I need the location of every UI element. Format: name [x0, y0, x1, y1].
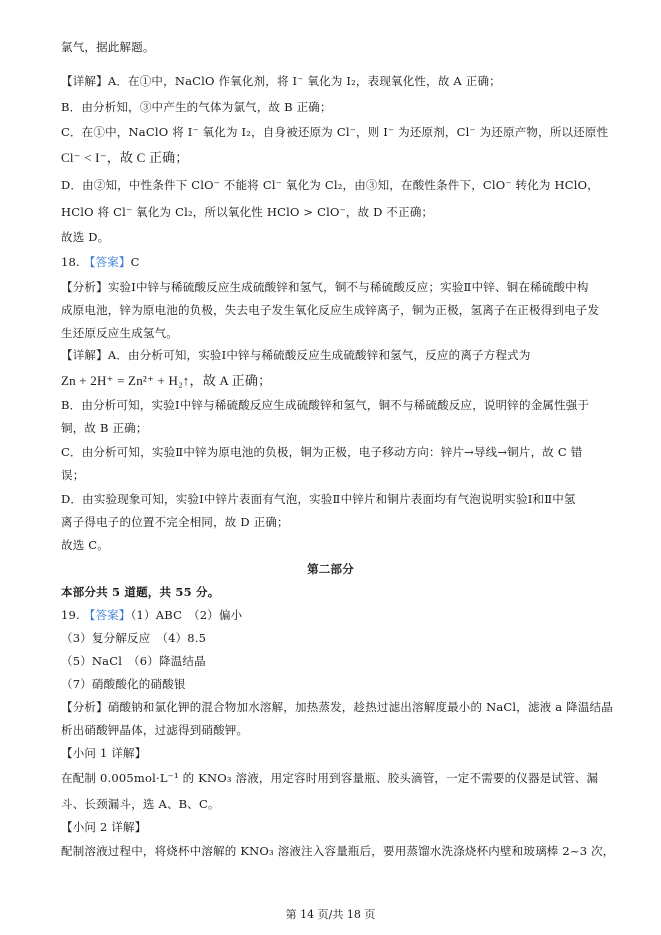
answer-line: （7）硝酸酸化的硝酸银 — [61, 677, 186, 691]
text-line: 氯气，据此解题。 — [61, 40, 155, 54]
text-line: C．在①中，NaClO 将 I⁻ 氧化为 I₂，自身被还原为 Cl⁻，则 I⁻ 为还原剂，Cl⁻ 为还原产物，所以还原性 — [61, 125, 609, 139]
text-span: 实验Ⅰ中锌与稀硫酸反应生成硫酸锌和氢气，铜不与稀硫酸反应；实验Ⅱ中锌、铜在稀硫酸中构 — [107, 280, 589, 294]
page-footer: 第 14 页/共 18 页 — [285, 908, 376, 921]
text-line: 斗、长颈漏斗，选 A、B、C。 — [61, 797, 220, 811]
question-number: 18. — [61, 255, 80, 269]
text-line: 配制溶液过程中，将烧杯中溶解的 KNO₃ 溶液注入容量瓶后，要用蒸馏水洗涤烧杯内壁和玻璃棒 2~3 次， — [61, 844, 615, 858]
section-description: 本部分共 5 道题，共 55 分。 — [61, 585, 220, 599]
answer-line: （5）NaCl （6）降温结晶 — [61, 654, 206, 668]
text-line: 故选 C。 — [61, 538, 109, 552]
text-line: 误； — [61, 468, 85, 482]
text-line: 析出硝酸钾晶体，过滤得到硝酸钾。 — [61, 723, 249, 737]
question-19-answer-line — [61, 608, 621, 623]
detail-tag: 【详解】 — [61, 348, 108, 362]
equation-line: Zn + 2H⁺ = Zn²⁺ + H₂↑，故 A 正确； — [61, 373, 272, 388]
answer-line: （3）复分解反应 （4）8.5 — [61, 631, 207, 645]
question-18-answer-line — [61, 255, 621, 270]
text-line — [61, 348, 621, 363]
answer-value: C — [130, 255, 140, 269]
answer-tag: 【答案】 — [83, 255, 131, 269]
text-line: B．由分析可知，实验Ⅰ中锌与稀硫酸反应生成硫酸锌和氢气，铜不与稀硫酸反应，说明锌的金属性强于 — [61, 398, 590, 412]
analysis-tag: 【分析】 — [61, 280, 108, 294]
text-span: A．由分析可知，实验Ⅰ中锌与稀硫酸反应生成硫酸锌和氢气，反应的离子方程式为 — [107, 348, 531, 362]
analysis-tag: 【分析】 — [61, 700, 108, 714]
subquestion-title: 【小问 2 详解】 — [61, 820, 147, 834]
text-line: 生还原反应生成氢气。 — [61, 326, 178, 340]
section-title: 第二部分 — [307, 562, 354, 576]
text-line — [61, 700, 621, 715]
answer-tag: 【答案】 — [83, 608, 131, 622]
text-span: 硝酸钠和氯化钾的混合物加水溶解，加热蒸发，趁热过滤出溶解度最小的 NaCl，滤液 a 降温结晶 — [107, 700, 613, 714]
text-line: Cl⁻ < I⁻，故 C 正确； — [61, 150, 189, 165]
text-line: D．由实验现象可知，实验Ⅰ中锌片表面有气泡，实验Ⅱ中锌片和铜片表面均有气泡说明实验Ⅰ和Ⅱ中氢 — [61, 492, 576, 506]
detail-tag: 【详解】 — [61, 74, 108, 88]
subquestion-title: 【小问 1 详解】 — [61, 746, 147, 760]
text-line: 成原电池，锌为原电池的负极，失去电子发生氧化反应生成锌离子，铜为正极，氢离子在正极得到电子发 — [61, 303, 600, 317]
text-span: A．在①中，NaClO 作氧化剂，将 I⁻ 氧化为 I₂，表现氧化性，故 A 正确； — [107, 74, 501, 88]
text-line — [61, 280, 621, 295]
text-line: C．由分析可知，实验Ⅱ中锌为原电池的负极，铜为正极，电子移动方向：锌片→导线→铜片，故 C 错 — [61, 445, 583, 459]
text-line: HClO 将 Cl⁻ 氧化为 Cl₂，所以氧化性 HClO > ClO⁻，故 D 不正确； — [61, 205, 434, 219]
text-line: B．由分析知，③中产生的气体为氯气，故 B 正确； — [61, 100, 332, 114]
answer-value: （1）ABC （2）偏小 — [130, 608, 243, 622]
text-line: 铜，故 B 正确； — [61, 421, 148, 435]
question-number: 19. — [61, 608, 80, 622]
text-line: 故选 D。 — [61, 230, 110, 244]
text-line: 离子得电子的位置不完全相同，故 D 正确； — [61, 515, 289, 529]
text-line: D．由②知，中性条件下 ClO⁻ 不能将 Cl⁻ 氧化为 Cl₂，由③知，在酸性条件下，ClO⁻ 转化为 HClO， — [61, 178, 599, 192]
text-line — [61, 74, 621, 89]
text-line: 在配制 0.005mol·L⁻¹ 的 KNO₃ 溶液，用定容时用到容量瓶、胶头滴管，一定不需要的仪器是试管、漏 — [61, 771, 599, 785]
